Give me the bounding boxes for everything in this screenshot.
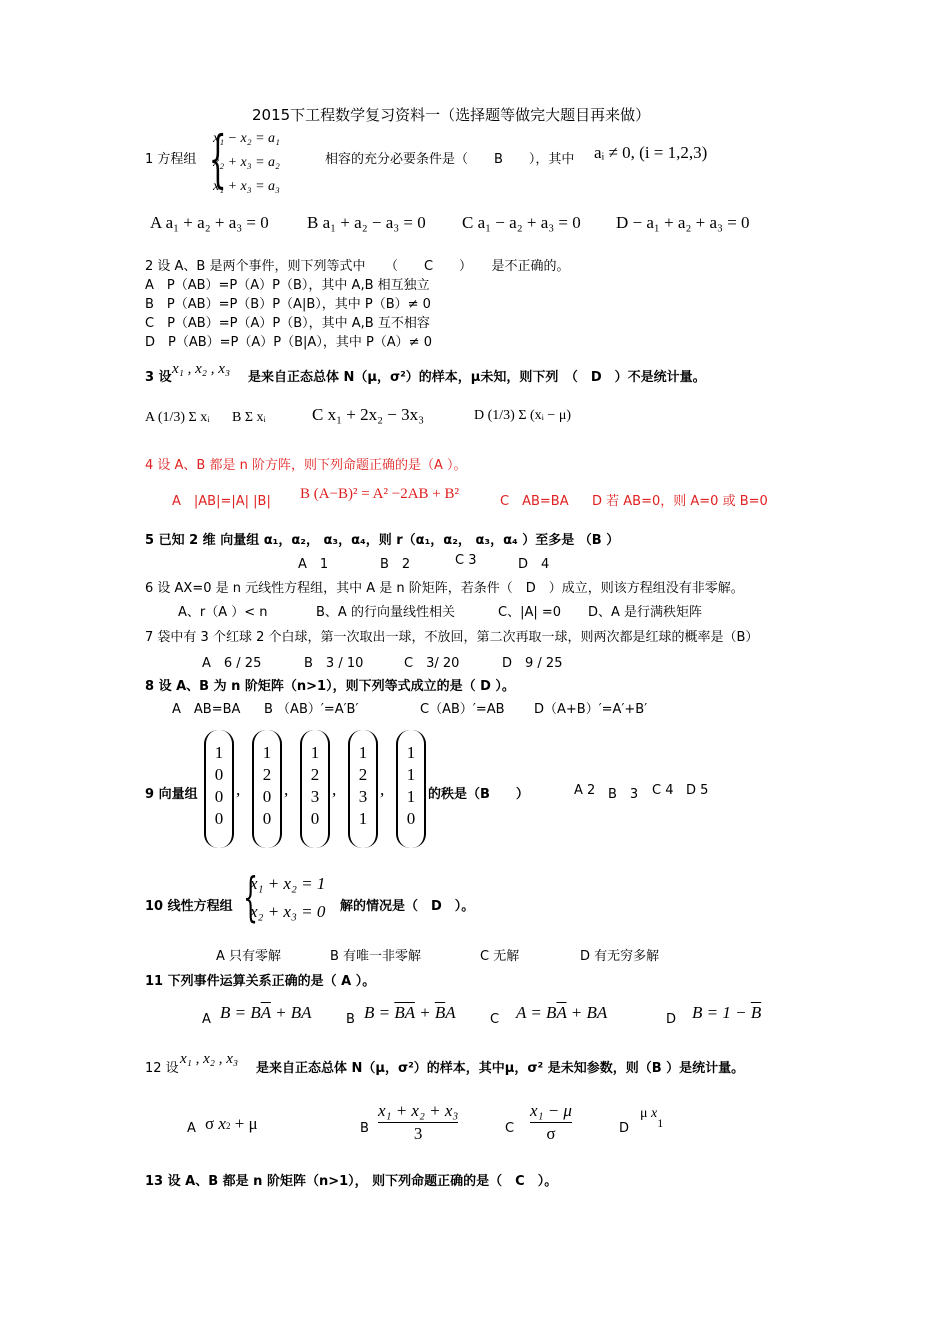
q3-vars: x₁ , x₂ , x₃ bbox=[172, 361, 231, 377]
q3-option-a: A (1/3) Σ xᵢ bbox=[145, 410, 210, 425]
q12-stem: 是来自正态总体 N（μ，σ²）的样本，其中μ，σ² 是未知参数，则（B ）是统计量。 bbox=[256, 1061, 745, 1076]
q9-comma: , bbox=[284, 780, 289, 799]
q8-stem: 8 设 A、B 为 n 阶矩阵（n>1），则下列等式成立的是（ D ）。 bbox=[145, 679, 515, 694]
q12-option-d-formula: μ x1 bbox=[640, 1106, 664, 1130]
q10-brace: { bbox=[243, 868, 258, 928]
q6-option-a: A、r（A ）< n bbox=[178, 605, 268, 620]
q9-vector-4 bbox=[348, 730, 378, 848]
q10-option-c: C 无解 bbox=[480, 949, 520, 964]
q1-stem: 相容的充分必要条件是（ B ），其中 bbox=[325, 152, 575, 167]
q9-vector-5 bbox=[396, 730, 426, 848]
q9-vector-1-entry: 0 bbox=[214, 787, 224, 806]
q11-option-c-label: C bbox=[490, 1012, 500, 1027]
q6-option-c: C、|A| =0 bbox=[498, 605, 562, 620]
q12-option-b-formula: x₁ + x₂ + x₃ 3 bbox=[378, 1101, 459, 1143]
q9-vector-5-entry: 1 bbox=[406, 787, 416, 806]
q9-option-a: A 2 bbox=[574, 783, 596, 798]
q10-option-d: D 有无穷多解 bbox=[580, 949, 660, 964]
q9-vector-2-entry: 0 bbox=[262, 787, 272, 806]
q9-vector-3-entry: 2 bbox=[310, 765, 320, 784]
q12-option-d-label: D bbox=[619, 1121, 630, 1136]
q9-vector-3 bbox=[300, 730, 330, 848]
q2-stem: 2 设 A、B 是两个事件，则下列等式中 （ C ） 是不正确的。 bbox=[145, 259, 570, 274]
q10-prefix: 10 线性方程组 bbox=[145, 899, 233, 914]
q11-option-a-label: A bbox=[202, 1012, 211, 1027]
q11-option-d-label: D bbox=[666, 1012, 677, 1027]
q8-option-d: D（A+B）′=A′+B′ bbox=[534, 702, 648, 717]
q12-vars: x₁ , x₂ , x₃ bbox=[180, 1051, 239, 1067]
q11-option-b-label: B bbox=[346, 1012, 355, 1027]
q9-vector-1-entry: 0 bbox=[214, 765, 224, 784]
page-title: 2015下工程数学复习资料一（选择题等做完大题目再来做） bbox=[252, 106, 651, 124]
q12-option-a-label: A bbox=[187, 1121, 196, 1136]
q10-stem: 解的情况是（ D ）。 bbox=[340, 899, 475, 914]
q10-eq1: x₁ + x₂ = 1 bbox=[250, 874, 326, 893]
q9-vector-1 bbox=[204, 730, 234, 848]
q1-option-d: D − a₁ + a₂ + a₃ = 0 bbox=[616, 213, 750, 232]
q9-vector-4-entry: 1 bbox=[358, 743, 368, 762]
q9-vector-2-entry: 1 bbox=[262, 743, 272, 762]
q10-option-b: B 有唯一非零解 bbox=[330, 949, 422, 964]
q5-option-c: C 3 bbox=[455, 553, 477, 568]
q11-option-a-formula: $B = B\overline{A}$ + BA bbox=[220, 1003, 312, 1022]
q9-comma: , bbox=[380, 780, 385, 799]
q7-option-d: D 9 / 25 bbox=[502, 656, 563, 671]
q9-stem: 的秩是（B ） bbox=[428, 787, 529, 802]
q3-option-c: C x₁ + 2x₂ − 3x₃ bbox=[312, 405, 425, 424]
q3-stem: 是来自正态总体 N（μ，σ²）的样本，μ未知，则下列 （ D ）不是统计量。 bbox=[248, 370, 706, 385]
q12-option-c-label: C bbox=[505, 1121, 515, 1136]
q3-option-d: D (1/3) Σ (xᵢ − μ) bbox=[474, 408, 571, 423]
q1-eq3: x₁ + x₃ = a₃ bbox=[213, 179, 280, 194]
q3-prefix: 3 设 bbox=[145, 370, 172, 385]
q9-comma: , bbox=[332, 780, 337, 799]
q4-option-d: D 若 AB=0，则 A=0 或 B=0 bbox=[592, 494, 768, 509]
q10-option-a: A 只有零解 bbox=[216, 949, 282, 964]
q2-option-b: B P（AB）=P（B）P（A|B），其中 P（B）≠ 0 bbox=[145, 297, 431, 312]
q9-vector-2 bbox=[252, 730, 282, 848]
q7-option-c: C 3/ 20 bbox=[404, 656, 460, 671]
q4-option-a: A |AB|=|A| |B| bbox=[172, 494, 271, 509]
q9-vector-5-entry: 0 bbox=[406, 809, 416, 828]
q1-option-a: A a₁ + a₂ + a₃ = 0 bbox=[150, 213, 269, 232]
q1-option-c: C a₁ − a₂ + a₃ = 0 bbox=[462, 213, 581, 232]
q9-vector-5-entry: 1 bbox=[406, 743, 416, 762]
q8-option-a: A AB=BA bbox=[172, 702, 241, 717]
q8-option-c: C（AB）′=AB bbox=[420, 702, 505, 717]
q6-stem: 6 设 AX=0 是 n 元线性方程组，其中 A 是 n 阶矩阵，若条件（ D ）成立，则该方程组没有非零解。 bbox=[145, 581, 744, 596]
q7-option-a: A 6 / 25 bbox=[202, 656, 262, 671]
q1-option-b: B a₁ + a₂ − a₃ = 0 bbox=[307, 213, 426, 232]
q9-vector-4-entry: 3 bbox=[358, 787, 368, 806]
q5-stem: 5 已知 2 维 向量组 α₁，α₂， α₃，α₄，则 r（α₁，α₂， α₃，α₄ ）至多是 （B ） bbox=[145, 533, 620, 548]
q1-brace: { bbox=[208, 122, 227, 195]
q2-option-c: C P（AB）=P（A）P（B），其中 A,B 互不相容 bbox=[145, 316, 430, 331]
q5-option-b: B 2 bbox=[380, 557, 411, 572]
q9-vector-3-entry: 0 bbox=[310, 809, 320, 828]
q2-option-d: D P（AB）=P（A）P（B|A），其中 P（A）≠ 0 bbox=[145, 335, 432, 350]
q9-vector-2-entry: 2 bbox=[262, 765, 272, 784]
q12-option-a-formula: σ x2 + μ bbox=[205, 1114, 258, 1133]
q1-condition: aᵢ ≠ 0, (i = 1,2,3) bbox=[594, 143, 708, 162]
q1-prefix: 1 方程组 bbox=[145, 152, 197, 167]
q2-option-a: A P（AB）=P（A）P（B），其中 A,B 相互独立 bbox=[145, 278, 430, 293]
q10-eq2: x₂ + x₃ = 0 bbox=[250, 902, 326, 921]
q1-eq1: x₁ − x₂ = a₁ bbox=[213, 131, 280, 146]
q9-vector-1-entry: 1 bbox=[214, 743, 224, 762]
q9-vector-4-entry: 2 bbox=[358, 765, 368, 784]
q9-vector-5-entry: 1 bbox=[406, 765, 416, 784]
q12-option-c-formula: x₁ − μ σ bbox=[530, 1101, 572, 1143]
q9-vector-4-entry: 1 bbox=[358, 809, 368, 828]
q12-prefix: 12 设 bbox=[145, 1061, 179, 1076]
q12-option-b-label: B bbox=[360, 1121, 369, 1136]
q11-option-d-formula: $B = 1 - \overline{B}$ bbox=[692, 1003, 762, 1022]
q9-option-c: C 4 bbox=[652, 783, 674, 798]
q8-option-b: B （AB）′=A′B′ bbox=[264, 702, 359, 717]
q3-option-b: B Σ xᵢ bbox=[232, 410, 266, 425]
q9-prefix: 9 向量组 bbox=[145, 787, 198, 802]
q9-comma: , bbox=[236, 780, 241, 799]
q11-option-c-formula: $A = B\overline{A}$ + BA bbox=[516, 1003, 608, 1022]
q9-option-b: B 3 bbox=[608, 787, 639, 802]
q1-eq2: x₂ + x₃ = a₂ bbox=[213, 155, 280, 170]
q6-option-d: D、A 是行满秩矩阵 bbox=[588, 605, 703, 620]
q9-vector-1-entry: 0 bbox=[214, 809, 224, 828]
q7-stem: 7 袋中有 3 个红球 2 个白球，第一次取出一球，不放回，第二次再取一球，则两次都是红球的概率是（B） bbox=[145, 630, 759, 645]
q6-option-b: B、A 的行向量线性相关 bbox=[316, 605, 455, 620]
q11-stem: 11 下列事件运算关系正确的是（ A ）。 bbox=[145, 974, 376, 989]
q9-vector-3-entry: 1 bbox=[310, 743, 320, 762]
q9-vector-3-entry: 3 bbox=[310, 787, 320, 806]
q4-option-b: B (A−B)² = A² −2AB + B² bbox=[300, 486, 460, 502]
q4-stem: 4 设 A、B 都是 n 阶方阵，则下列命题正确的是（A ）。 bbox=[145, 458, 467, 473]
q7-option-b: B 3 / 10 bbox=[304, 656, 364, 671]
q11-option-b-formula: $B = \overline{BA} + \overline{B}A$ bbox=[364, 1003, 456, 1022]
q5-option-d: D 4 bbox=[518, 557, 550, 572]
q13-stem: 13 设 A、B 都是 n 阶矩阵（n>1）， 则下列命题正确的是（ C ）。 bbox=[145, 1174, 558, 1189]
q9-vector-2-entry: 0 bbox=[262, 809, 272, 828]
q5-option-a: A 1 bbox=[298, 557, 329, 572]
q4-option-c: C AB=BA bbox=[500, 494, 569, 509]
q9-option-d: D 5 bbox=[686, 783, 709, 798]
